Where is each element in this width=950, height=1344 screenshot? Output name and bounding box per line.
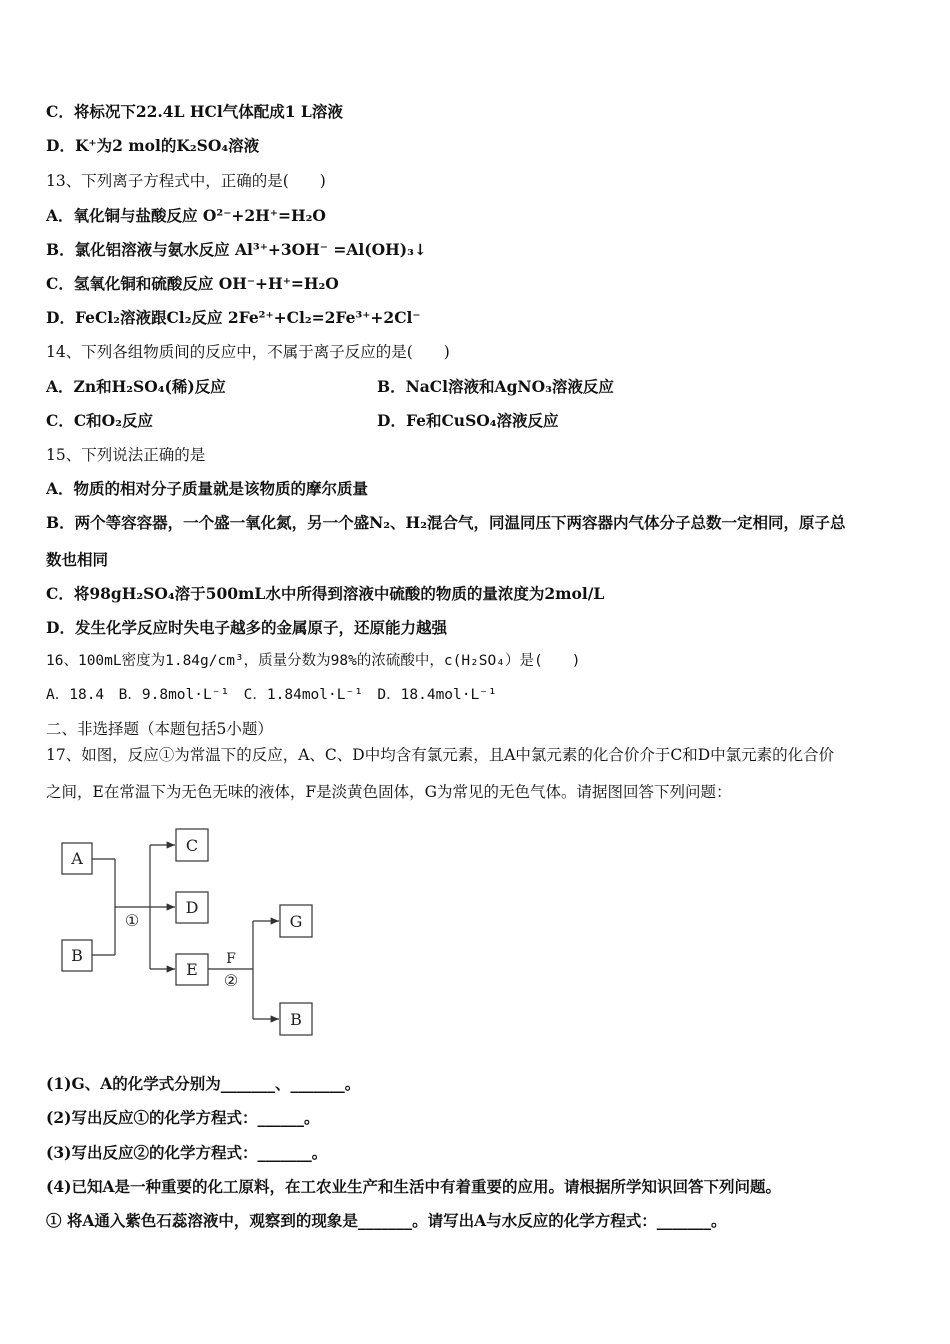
q14-option-b: B．NaCl溶液和AgNO₃溶液反应 [377,377,614,396]
q13-option-a: A．氧化铜与盐酸反应 O²⁻+2H⁺=H₂O [46,206,326,225]
q13-option-d: D．FeCl₂溶液跟Cl₂反应 2Fe²⁺+Cl₂=2Fe³⁺+2Cl⁻ [46,308,421,327]
section-2-heading: 二、非选择题（本题包括5小题） [46,720,273,738]
option-c-line: C．将标况下22.4L HCl气体配成1 L溶液 [46,102,343,121]
question-14: 14、下列各组物质间的反应中，不属于离子反应的是( ) [46,343,450,361]
q14-option-a: A．Zn和H₂SO₄(稀)反应 [46,377,226,396]
question-16: 16、100mL密度为1.84g/cm³，质量分数为98%的浓硫酸中，c(H₂SO₄）是( ) [46,653,581,669]
box-d-label: D [185,898,199,917]
question-17-line1: 17、如图，反应①为常温下的反应，A、C、D中均含有氯元素，且A中氯元素的化合价介于C和D中氯元素的化合价 [46,746,835,764]
option-d-line: D．K⁺为2 mol的K₂SO₄溶液 [46,136,260,155]
box-e-label: E [186,960,198,979]
part-1: (1)G、A的化学式分别为_______、_______。 [46,1074,361,1093]
part-2: (2)写出反应①的化学方程式：______。 [46,1108,320,1127]
q15-option-a: A．物质的相对分子质量就是该物质的摩尔质量 [46,479,369,498]
reaction-2-label: ② [223,971,239,990]
reaction-2-reagent: F [226,951,236,967]
q15-option-d: D．发生化学反应时失电子越多的金属原子，还原能力越强 [46,618,447,637]
question-15: 15、下列说法正确的是 [46,446,206,464]
reaction-flow-diagram [55,822,325,1047]
part-4: (4)已知A是一种重要的化工原料，在工农业生产和生活中有着重要的应用。请根据所学知识回答下列问题。 [46,1177,781,1196]
q15-option-b-line2: 数也相同 [46,550,109,569]
q13-option-b: B．氯化铝溶液与氨水反应 Al³⁺+3OH⁻ =Al(OH)₃↓ [46,240,427,259]
part-3: (3)写出反应②的化学方程式：_______。 [46,1143,328,1162]
q13-option-c: C．氢氧化铜和硫酸反应 OH⁻+H⁺=H₂O [46,274,339,293]
reaction-1-label: ① [124,911,140,930]
box-a-label: A [71,849,83,868]
box-b-label: B [71,946,83,965]
q15-option-b-line1: B．两个等容容器，一个盛一氧化氮，另一个盛N₂、H₂混合气，同温同压下两容器内气体分子总数一定相同，原子总 [46,513,846,532]
part-4-sub-1: ① 将A通入紫色石蕊溶液中，观察到的现象是_______。请写出A与水反应的化学方程式：_______。 [46,1211,727,1230]
q14-option-d: D．Fe和CuSO₄溶液反应 [377,411,559,430]
box-b2-label: B [290,1010,302,1029]
question-13: 13、下列离子方程式中，正确的是( ) [46,172,326,190]
q15-option-c: C．将98gH₂SO₄溶于500mL水中所得到溶液中硫酸的物质的量浓度为2mol/L [46,584,605,603]
q14-option-c: C．C和O₂反应 [46,411,153,430]
q16-options: A．18.4 B．9.8mol·L⁻¹ C．1.84mol·L⁻¹ D．18.4mol·L⁻¹ [46,687,497,703]
box-g-label: G [289,912,303,931]
box-c-label: C [185,836,199,855]
question-17-line2: 之间，E在常温下为无色无味的液体，F是淡黄色固体，G为常见的无色气体。请据图回答下列问题： [46,783,732,801]
